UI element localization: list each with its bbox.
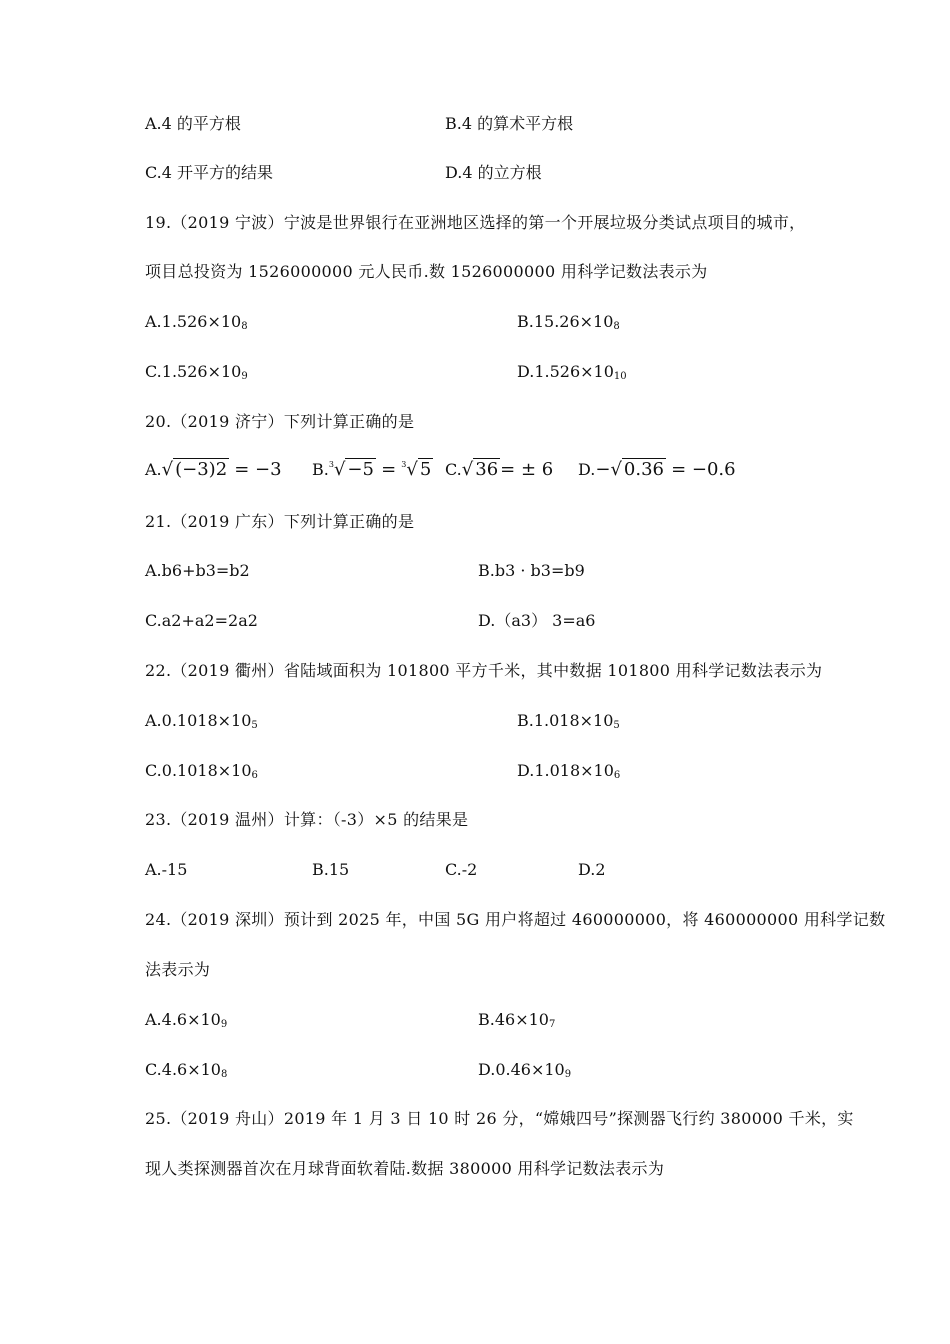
q23-option-d: D.2 [578, 860, 606, 879]
q20-option-a-label: A. [145, 460, 162, 479]
q20-option-c-rhs: = ± 6 [500, 459, 554, 480]
q20-option-c [445, 460, 553, 480]
q18-option-a: A.4 的平方根 [145, 114, 241, 133]
q20-option-b-label: B. [312, 460, 329, 479]
q20-option-c-radicand: 36 [475, 459, 499, 480]
q20-option-b-equals: = [381, 459, 397, 480]
q19-option-a [145, 312, 248, 337]
q25-stem-line1: 25.（2019 舟山）2019 年 1 月 3 日 10 时 26 分，“嫦娥四号”探测器飞行约 380000 千米，实 [145, 1109, 854, 1128]
q22-option-a-text: A.0.1018×10 [145, 711, 252, 730]
q18-option-b: B.4 的算术平方根 [445, 114, 574, 133]
q23-option-b: B.15 [312, 860, 350, 879]
q22-option-b-exp: 5 [613, 720, 620, 731]
q19-option-b [517, 312, 620, 337]
q22-option-d-text: D.1.018×10 [517, 761, 614, 780]
q21-option-d: D.（a3） 3=a6 [478, 611, 596, 630]
q20-option-d-rhs: = −0.6 [671, 459, 736, 480]
q19-option-d-exp: 10 [613, 371, 627, 382]
q21-option-c: C.a2+a2=2a2 [145, 611, 258, 630]
q24-stem-line1: 24.（2019 深圳）预计到 2025 年，中国 5G 用户将超过 460000000，将 460000000 用科学记数 [145, 910, 886, 929]
q22-option-c-text: C.0.1018×10 [145, 761, 252, 780]
q19-stem-line1: 19.（2019 宁波）宁波是世界银行在亚洲地区选择的第一个开展垃圾分类试点项目的城市， [145, 213, 806, 232]
q24-option-b [478, 1010, 555, 1035]
q22-option-b [517, 711, 620, 736]
q19-stem-line2: 项目总投资为 1526000000 元人民币.数 1526000000 用科学记数法表示为 [145, 262, 708, 281]
q20-option-a-rhs: = −3 [234, 459, 282, 480]
q24-option-d [478, 1060, 571, 1085]
q23-stem: 23.（2019 温州）计算：（-3）×5 的结果是 [145, 810, 469, 829]
q22-option-a [145, 711, 258, 736]
q21-option-a: A.b6+b3=b2 [145, 561, 250, 580]
q24-option-a [145, 1010, 227, 1035]
sqrt-symbol: √ [333, 459, 346, 480]
sqrt-symbol: √ [610, 459, 622, 480]
q24-option-c [145, 1060, 227, 1085]
q25-stem-line2: 现人类探测器首次在月球背面软着陆.数据 380000 用科学记数法表示为 [145, 1159, 665, 1178]
q20-option-a [145, 460, 282, 480]
q22-option-d [517, 761, 620, 786]
q21-stem: 21.（2019 广东）下列计算正确的是 [145, 512, 415, 531]
q24-option-d-exp: 9 [564, 1069, 572, 1080]
q18-option-d: D.4 的立方根 [445, 163, 542, 182]
q20-option-d-label: D. [578, 460, 596, 479]
sqrt-symbol: √ [461, 459, 474, 480]
sqrt-symbol: √ [161, 459, 174, 480]
q24-option-c-text: C.4.6×10 [145, 1060, 221, 1079]
q19-option-c [145, 362, 248, 387]
q19-option-a-text: A.1.526×10 [145, 312, 242, 331]
q20-option-d [578, 460, 736, 480]
q20-option-c-label: C. [445, 460, 462, 479]
cube-root-index: 3 [328, 460, 334, 469]
q19-option-d [517, 362, 627, 387]
q19-option-c-text: C.1.526×10 [145, 362, 242, 381]
q20-option-a-radicand: (−3)2 [175, 459, 228, 480]
q24-stem-line2: 法表示为 [145, 960, 211, 979]
q22-option-d-exp: 6 [613, 770, 621, 781]
q19-option-b-text: B.15.26×10 [517, 312, 614, 331]
q20-option-b [312, 460, 433, 483]
q24-option-a-text: A.4.6×10 [145, 1010, 221, 1029]
q23-option-a: A.-15 [145, 860, 188, 879]
q19-option-d-text: D.1.526×10 [517, 362, 614, 381]
q22-option-c [145, 761, 258, 786]
q24-option-c-exp: 8 [220, 1069, 228, 1080]
q24-option-d-text: D.0.46×10 [478, 1060, 565, 1079]
q19-option-a-exp: 8 [241, 321, 248, 332]
q24-option-a-exp: 9 [220, 1019, 228, 1030]
q22-option-b-text: B.1.018×10 [517, 711, 614, 730]
q24-option-b-exp: 7 [548, 1019, 556, 1030]
sqrt-symbol: √ [406, 459, 418, 480]
q19-option-c-exp: 9 [241, 371, 248, 382]
q21-option-b: B.b3 · b3=b9 [478, 561, 585, 580]
q20-stem: 20.（2019 济宁）下列计算正确的是 [145, 412, 415, 431]
q22-stem: 22.（2019 衢州）省陆域面积为 101800 平方千米，其中数据 101800 用科学记数法表示为 [145, 661, 823, 680]
q20-option-d-minus: − [595, 459, 611, 480]
q20-option-b-radicand-left: −5 [347, 459, 374, 480]
q20-option-b-radicand-right: 5 [419, 459, 432, 480]
cube-root-index: 3 [401, 460, 407, 469]
q22-option-c-exp: 6 [251, 770, 258, 781]
q18-option-c: C.4 开平方的结果 [145, 163, 274, 182]
q22-option-a-exp: 5 [251, 720, 258, 731]
q23-option-c: C.-2 [445, 860, 478, 879]
q24-option-b-text: B.46×10 [478, 1010, 549, 1029]
q19-option-b-exp: 8 [613, 321, 620, 332]
q20-option-d-radicand: 0.36 [623, 459, 664, 480]
